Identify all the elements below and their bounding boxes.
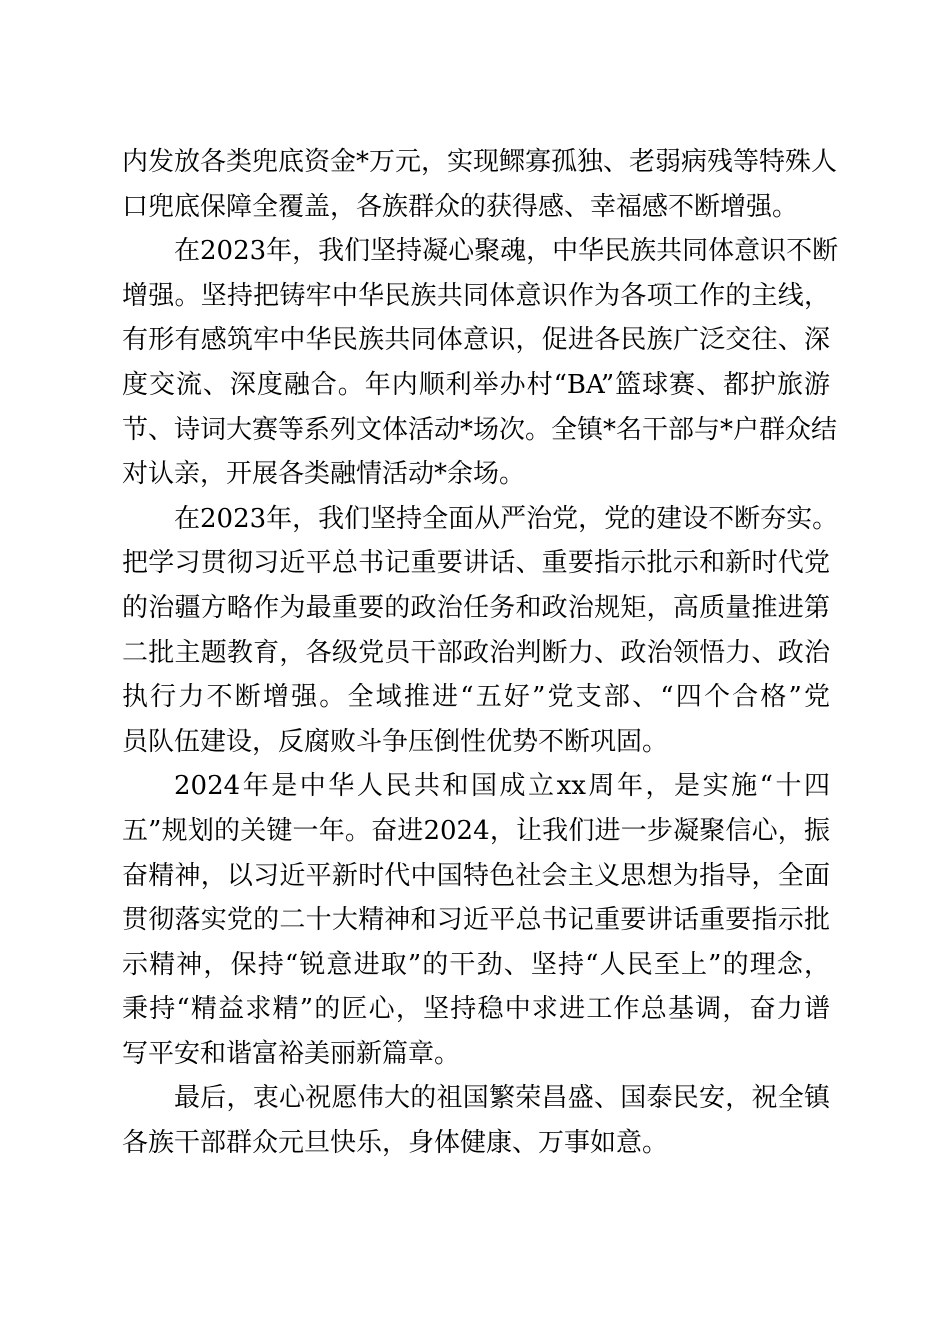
text-line: 秉持“精益求精”的匠心，坚持稳中求进工作总基调，奋力谱: [122, 994, 830, 1025]
text-line: 在2023年，我们坚持全面从严治党，党的建设不断夯实。: [174, 503, 839, 534]
text-line: 对认亲，开展各类融情活动*余场。: [122, 459, 526, 490]
paragraph: [122, 764, 830, 1076]
paragraph: [122, 1076, 830, 1165]
paragraph: [122, 229, 839, 497]
text-line: 员队伍建设，反腐败斗争压倒性优势不断巩固。: [122, 726, 669, 757]
text-line: 最后，衷心祝愿伟大的祖国繁荣昌盛、国泰民安，祝全镇: [174, 1083, 830, 1114]
text-line: 写平安和谐富裕美丽新篇章。: [122, 1038, 461, 1069]
text-line: 执行力不断增强。全域推进“五好”党支部、“四个合格”党: [122, 682, 830, 713]
text-line: 内发放各类兜底资金*万元，实现鳏寡孤独、老弱病残等特殊人: [122, 147, 838, 177]
text-line: 增强。坚持把铸牢中华民族共同体意识作为各项工作的主线，: [122, 280, 830, 311]
text-line: 口兜底保障全覆盖，各族群众的获得感、幸福感不断增强。: [122, 191, 799, 222]
text-line: 的治疆方略作为最重要的政治任务和政治规矩，高质量推进第: [122, 592, 830, 623]
paragraph: [122, 140, 838, 229]
text-line: 二批主题教育，各级党员干部政治判断力、政治领悟力、政治: [122, 637, 830, 668]
text-line: 节、诗词大赛等系列文体活动*场次。全镇*名干部与*户群众结: [122, 414, 838, 445]
text-line: 奋精神，以习近平新时代中国特色社会主义思想为指导，全面: [122, 860, 830, 891]
document-body: [122, 140, 839, 1166]
paragraph: [122, 497, 839, 765]
text-line: 有形有感筑牢中华民族共同体意识，促进各民族广泛交往、深: [122, 325, 830, 356]
text-line: 示精神，保持“锐意进取”的干劲、坚持“人民至上”的理念，: [122, 949, 830, 980]
text-line: 度交流、深度融合。年内顺利举办村“BA”篮球赛、都护旅游: [122, 369, 830, 400]
text-line: 把学习贯彻习近平总书记重要讲话、重要指示批示和新时代党: [122, 548, 830, 579]
text-line: 贯彻落实党的二十大精神和习近平总书记重要讲话重要指示批: [122, 905, 830, 936]
text-line: 五”规划的关键一年。奋进2024，让我们进一步凝聚信心，振: [122, 815, 830, 846]
text-line: 在2023年，我们坚持凝心聚魂，中华民族共同体意识不断: [174, 236, 839, 267]
text-line: 2024年是中华人民共和国成立xx周年，是实施“十四: [174, 771, 830, 802]
text-line: 各族干部群众元旦快乐，身体健康、万事如意。: [122, 1128, 669, 1159]
